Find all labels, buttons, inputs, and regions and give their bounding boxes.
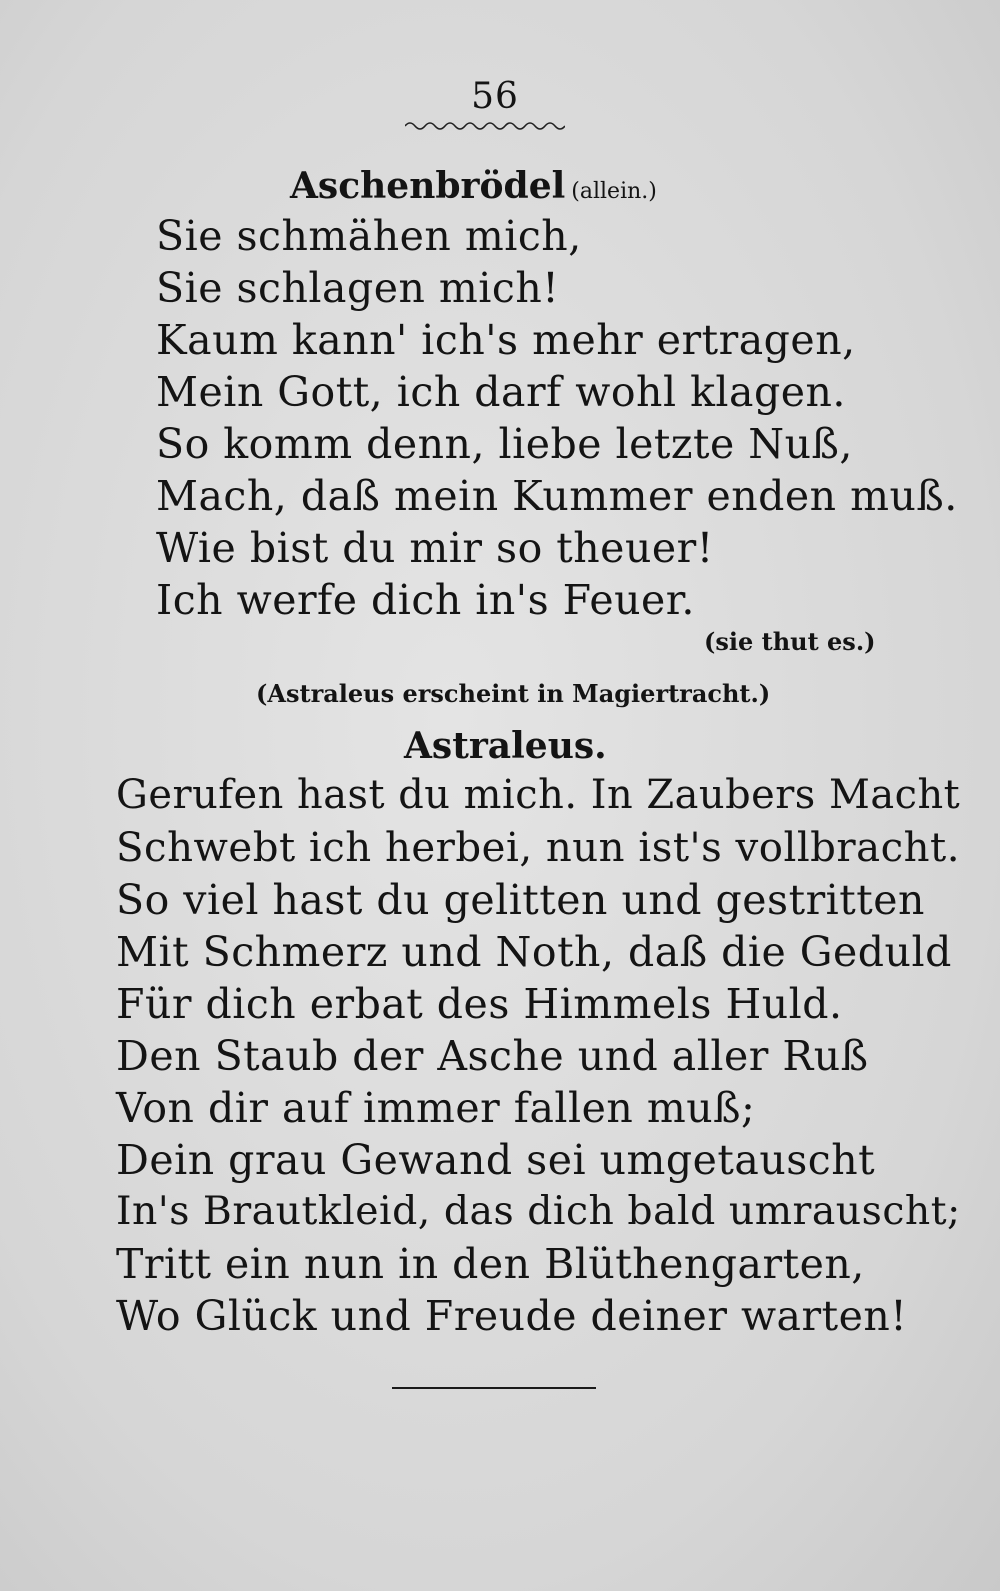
stage-direction: (sie thut es.) [704,627,876,656]
verse-line: Ich werfe dich in's Feuer. [156,576,695,624]
verse-line: Gerufen hast du mich. In Zaubers Macht [116,772,961,818]
verse-line: Wie bist du mir so theuer! [156,524,714,572]
verse-line: In's Brautkleid, das dich bald umrauscht; [116,1188,961,1234]
end-rule [392,1387,596,1389]
verse-line: Mit Schmerz und Noth, daß die Geduld [116,928,952,976]
verse-line: So viel hast du gelitten und gestritten [116,876,925,924]
verse-line: Sie schmähen mich, [156,212,582,260]
verse-line: Von dir auf immer fallen muß; [116,1084,756,1132]
verse-line: Den Staub der Asche und aller Ruß [116,1032,869,1080]
page-number: 56 [471,76,519,117]
wavy-ornament [405,120,565,132]
speaker-note: (allein.) [571,179,657,204]
stage-direction: (Astraleus erscheint in Magiertracht.) [256,679,771,708]
verse-line: Mein Gott, ich darf wohl klagen. [156,368,846,416]
verse-line: Kaum kann' ich's mehr ertragen, [156,316,856,364]
speaker-heading-aschenbroedel [290,165,657,207]
verse-line: Dein grau Gewand sei umgetauscht [116,1136,876,1184]
verse-line: Für dich erbat des Himmels Huld. [116,980,843,1028]
verse-line: Tritt ein nun in den Blüthengarten, [116,1240,865,1288]
verse-line: Wo Glück und Freude deiner warten! [116,1292,908,1340]
verse-line: Schwebt ich herbei, nun ist's vollbracht. [116,825,961,871]
speaker-name: Aschenbrödel [290,165,566,207]
speaker-heading-astraleus: Astraleus. [404,725,607,767]
verse-line: So komm denn, liebe letzte Nuß, [156,420,853,468]
verse-line: Mach, daß mein Kummer enden muß. [156,472,958,520]
verse-line: Sie schlagen mich! [156,264,560,312]
